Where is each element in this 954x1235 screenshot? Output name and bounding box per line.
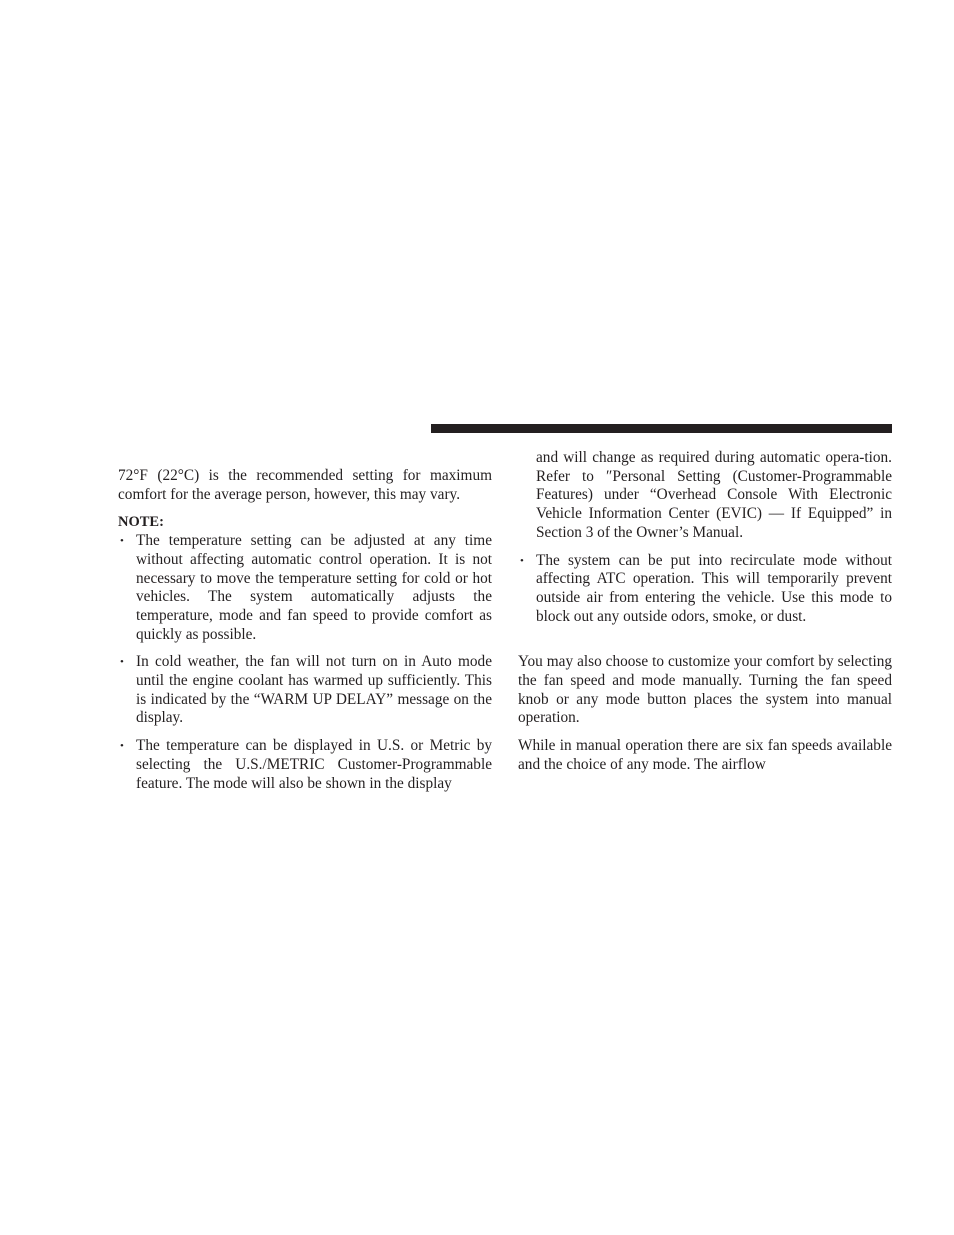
bullet-list (518, 552, 892, 627)
bullet-icon: • (120, 656, 124, 669)
note-label: NOTE: (118, 514, 164, 531)
manual-operation-paragraph: You may also choose to customize your comfort by selecting the fan speed and mode manually. Turning the fan speed knob or any mode button places the system into manual operation. (518, 653, 892, 727)
list-item-text: The system can be put into recirculate mode without affecting ATC operation. This will temporarily prevent outside air from entering the vehicle. Use this mode to block out any outside odors, smoke, or dust. (536, 551, 892, 625)
bullet-icon: • (120, 740, 124, 753)
intro-paragraph: 72°F (22°C) is the recommended setting for maximum comfort for the average person, however, this may vary. (118, 467, 492, 503)
list-item (118, 532, 492, 644)
bullet-icon: • (520, 554, 524, 567)
list-item-text: In cold weather, the fan will not turn on in Auto mode until the engine coolant has warmed up sufficiently. This is indicated by the “WARM UP DELAY” message on the display. (136, 653, 492, 727)
right-column (518, 449, 892, 784)
fan-speeds-paragraph: While in manual operation there are six fan speeds available and the choice of any mode. The airflow (518, 737, 892, 773)
list-item-text: The temperature setting can be adjusted at any time without affecting automatic control operation. It is not necessary to move the temperature setting for cold or hot vehicles. The system automatically adjusts the temperature, mode and fan speed to provide comfort as quickly as possible. (136, 532, 492, 643)
section-gap (518, 635, 892, 653)
note-bullet-list (118, 532, 492, 793)
list-item (118, 653, 492, 728)
list-item (518, 552, 892, 627)
bullet-continuation: and will change as required during automatic opera-tion. Refer to ″Personal Setting (Customer-Programmable Features) under “Overhead Console With Electronic Vehicle Information Center (EVIC) — If Equipped” in Section 3 of the Owner’s Manual. (536, 449, 892, 541)
bullet-icon: • (120, 535, 124, 548)
list-item-text: The temperature can be displayed in U.S. or Metric by selecting the U.S./METRIC Customer-Programmable feature. The mode will also be shown in the display (136, 737, 492, 792)
section-header-rule (431, 424, 892, 433)
list-item (118, 737, 492, 793)
left-column (118, 467, 492, 802)
